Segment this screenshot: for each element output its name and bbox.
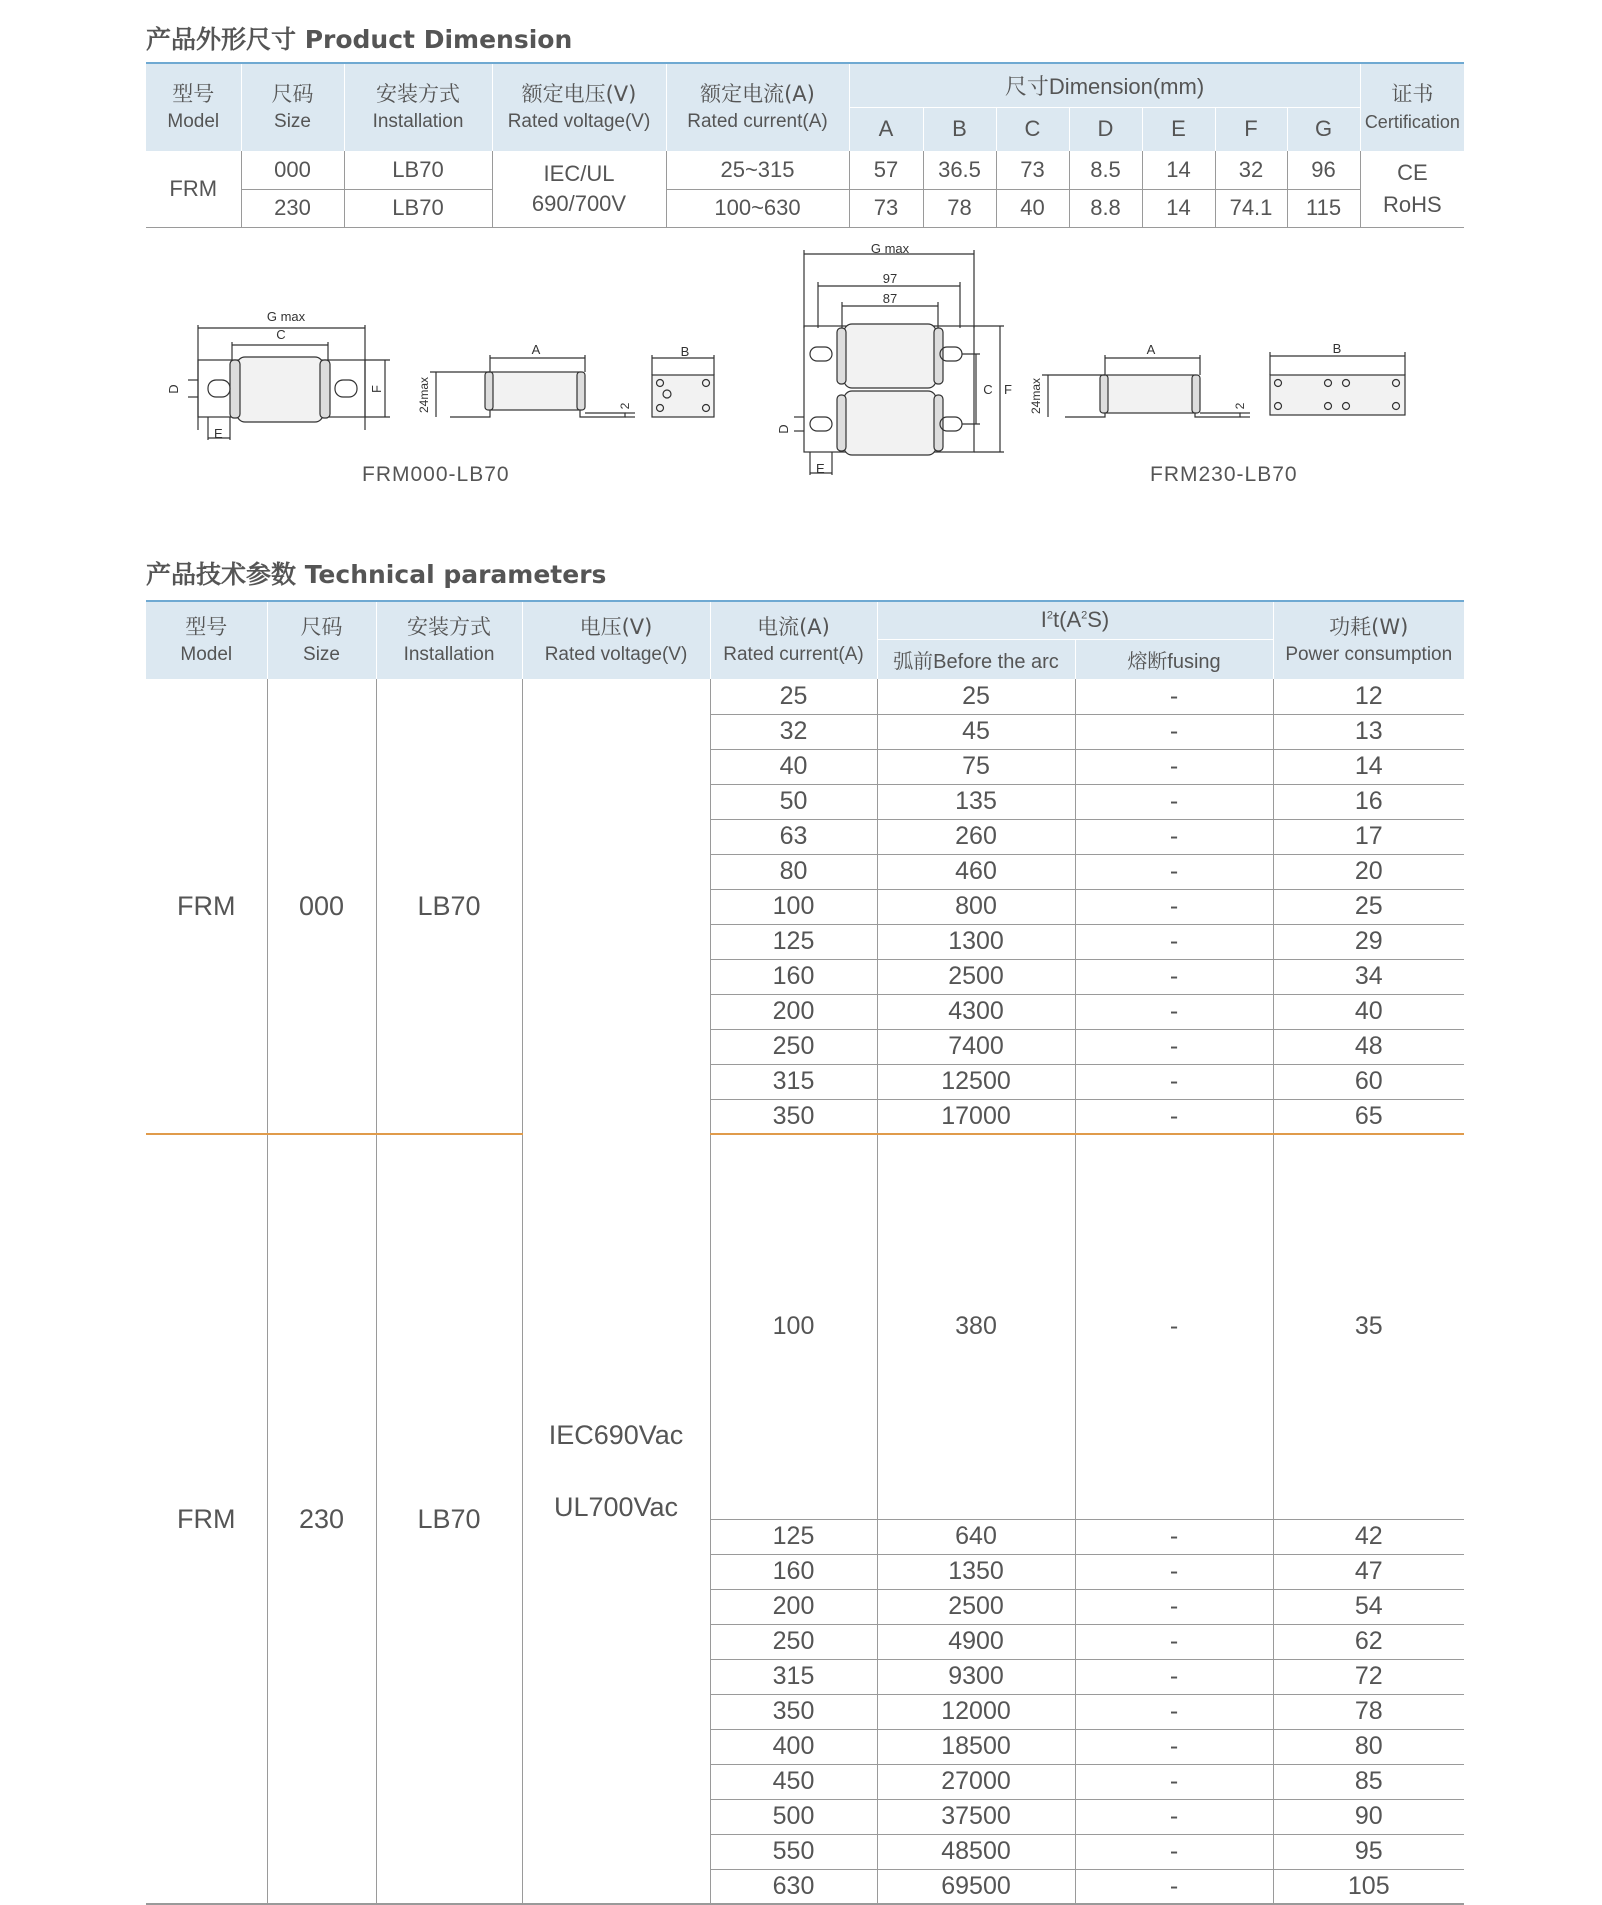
tech-fusing-cell: - <box>1075 1834 1273 1869</box>
tech-fusing-cell: - <box>1075 959 1273 994</box>
dim-e-cell: 14 <box>1142 151 1215 189</box>
tech-before-arc-cell: 2500 <box>877 1589 1075 1624</box>
dim-b-cell: 36.5 <box>923 151 996 189</box>
dim-header-model: 型号 Model <box>146 63 241 151</box>
tech-size-cell: 230 <box>267 1134 376 1904</box>
dim-c-cell: 73 <box>996 151 1069 189</box>
dim-header-size: 尺码 Size <box>241 63 344 151</box>
tech-before-arc-cell: 1350 <box>877 1554 1075 1589</box>
dim-e-cell: 14 <box>1142 189 1215 227</box>
table-row <box>146 151 1464 189</box>
technical-section-title: 产品技术参数 Technical parameters <box>146 560 607 589</box>
tech-voltage-cell: IEC690Vac UL700Vac <box>522 679 710 1904</box>
dim-header-installation: 安装方式 Installation <box>344 63 492 151</box>
tech-fusing-cell: - <box>1075 784 1273 819</box>
tech-current-cell: 315 <box>710 1064 877 1099</box>
tech-power-cell: 54 <box>1273 1589 1464 1624</box>
tech-current-cell: 400 <box>710 1729 877 1764</box>
tech-power-cell: 78 <box>1273 1694 1464 1729</box>
tech-power-cell: 62 <box>1273 1624 1464 1659</box>
tech-power-cell: 72 <box>1273 1659 1464 1694</box>
tech-before-arc-cell: 380 <box>877 1134 1075 1519</box>
dim-d-cell: 8.5 <box>1069 151 1142 189</box>
tech-fusing-cell: - <box>1075 994 1273 1029</box>
tech-power-cell: 90 <box>1273 1799 1464 1834</box>
tech-before-arc-cell: 260 <box>877 819 1075 854</box>
tech-power-cell: 60 <box>1273 1064 1464 1099</box>
frm000-caption: FRM000-LB70 <box>362 463 510 486</box>
tech-size-cell: 000 <box>267 679 376 1134</box>
dim-g-cell: 96 <box>1287 151 1360 189</box>
tech-current-cell: 315 <box>710 1659 877 1694</box>
tech-current-cell: 63 <box>710 819 877 854</box>
frm230-97-label: 97 <box>882 271 898 286</box>
tech-current-cell: 450 <box>710 1764 877 1799</box>
tech-power-cell: 17 <box>1273 819 1464 854</box>
tech-power-cell: 65 <box>1273 1099 1464 1134</box>
tech-fusing-cell: - <box>1075 714 1273 749</box>
tech-fusing-cell: - <box>1075 1764 1273 1799</box>
tech-power-cell: 13 <box>1273 714 1464 749</box>
dim-header-dimension-group: 尺寸Dimension(mm) <box>849 63 1360 107</box>
tech-before-arc-cell: 135 <box>877 784 1075 819</box>
tech-current-cell: 200 <box>710 1589 877 1624</box>
dim-col-f: F <box>1215 107 1287 151</box>
tech-before-arc-cell: 4300 <box>877 994 1075 1029</box>
tech-current-cell: 25 <box>710 679 877 714</box>
frm230-c-label: C <box>983 382 993 397</box>
frm000-gmax-label: G max <box>266 309 306 324</box>
tech-power-cell: 29 <box>1273 924 1464 959</box>
tech-fusing-cell: - <box>1075 889 1273 924</box>
dim-current-cell: 25~315 <box>666 151 849 189</box>
dim-b-cell: 78 <box>923 189 996 227</box>
dim-col-g: G <box>1287 107 1360 151</box>
tech-header-current: 电流(A) Rated current(A) <box>710 601 877 679</box>
tech-power-cell: 47 <box>1273 1554 1464 1589</box>
tech-fusing-cell: - <box>1075 1694 1273 1729</box>
frm000-drawing <box>160 300 760 460</box>
tech-fusing-cell: - <box>1075 1869 1273 1904</box>
dim-current-cell: 100~630 <box>666 189 849 227</box>
tech-power-cell: 42 <box>1273 1519 1464 1554</box>
tech-fusing-cell: - <box>1075 1799 1273 1834</box>
tech-current-cell: 50 <box>710 784 877 819</box>
frm230-f-label: F <box>1004 382 1012 397</box>
frm000-b-label: B <box>680 344 690 359</box>
frm230-d-label: D <box>776 424 791 434</box>
frm000-e-label: E <box>214 426 223 441</box>
tech-header-size: 尺码 Size <box>267 601 376 679</box>
tech-current-cell: 160 <box>710 1554 877 1589</box>
dim-size-cell: 230 <box>241 189 344 227</box>
tech-install-cell: LB70 <box>376 679 522 1134</box>
tech-current-cell: 550 <box>710 1834 877 1869</box>
frm230-gmax-label: G max <box>870 241 910 256</box>
tech-before-arc-cell: 25 <box>877 679 1075 714</box>
tech-before-arc-cell: 2500 <box>877 959 1075 994</box>
tech-current-cell: 125 <box>710 924 877 959</box>
tech-current-cell: 500 <box>710 1799 877 1834</box>
dim-col-c: C <box>996 107 1069 151</box>
dim-install-cell: LB70 <box>344 189 492 227</box>
dim-size-cell: 000 <box>241 151 344 189</box>
tech-fusing-cell: - <box>1075 1624 1273 1659</box>
frm230-24max-label: 24max <box>1029 377 1043 415</box>
tech-power-cell: 85 <box>1273 1764 1464 1799</box>
technical-table <box>146 600 1464 1905</box>
dim-header-voltage: 额定电压(V) Rated voltage(V) <box>492 63 666 151</box>
tech-before-arc-cell: 37500 <box>877 1799 1075 1834</box>
tech-before-arc-cell: 9300 <box>877 1659 1075 1694</box>
table-row <box>146 189 1464 227</box>
frm000-c-label: C <box>276 327 286 342</box>
tech-before-arc-cell: 7400 <box>877 1029 1075 1064</box>
tech-current-cell: 250 <box>710 1624 877 1659</box>
dim-col-b: B <box>923 107 996 151</box>
frm000-d-label: D <box>166 384 181 394</box>
frm000-24max-label: 24max <box>417 376 431 414</box>
dimension-table <box>146 62 1464 228</box>
frm000-2-label: 2 <box>618 402 632 410</box>
tech-fusing-cell: - <box>1075 1554 1273 1589</box>
tech-before-arc-cell: 1300 <box>877 924 1075 959</box>
tech-power-cell: 80 <box>1273 1729 1464 1764</box>
tech-fusing-cell: - <box>1075 1519 1273 1554</box>
tech-power-cell: 20 <box>1273 854 1464 889</box>
frm230-a-label: A <box>1146 342 1156 357</box>
dim-f-cell: 74.1 <box>1215 189 1287 227</box>
tech-header-voltage: 电压(V) Rated voltage(V) <box>522 601 710 679</box>
dim-model-cell: FRM <box>146 151 241 227</box>
tech-model-cell: FRM <box>146 679 267 1134</box>
tech-power-cell: 40 <box>1273 994 1464 1029</box>
tech-current-cell: 32 <box>710 714 877 749</box>
tech-current-cell: 100 <box>710 1134 877 1519</box>
tech-current-cell: 200 <box>710 994 877 1029</box>
tech-current-cell: 350 <box>710 1694 877 1729</box>
tech-header-fusing: 熔断fusing <box>1075 639 1273 679</box>
tech-before-arc-cell: 45 <box>877 714 1075 749</box>
tech-fusing-cell: - <box>1075 819 1273 854</box>
frm230-e-label: E <box>816 461 825 476</box>
tech-header-before-arc: 弧前Before the arc <box>877 639 1075 679</box>
tech-before-arc-cell: 460 <box>877 854 1075 889</box>
tech-fusing-cell: - <box>1075 1029 1273 1064</box>
tech-current-cell: 40 <box>710 749 877 784</box>
tech-before-arc-cell: 48500 <box>877 1834 1075 1869</box>
dim-a-cell: 73 <box>849 189 923 227</box>
frm230-drawing <box>776 240 1440 490</box>
tech-fusing-cell: - <box>1075 1064 1273 1099</box>
table-row <box>146 1134 1464 1519</box>
dim-cert-cell: CE RoHS <box>1360 151 1464 227</box>
tech-power-cell: 25 <box>1273 889 1464 924</box>
tech-before-arc-cell: 75 <box>877 749 1075 784</box>
tech-power-cell: 34 <box>1273 959 1464 994</box>
tech-fusing-cell: - <box>1075 749 1273 784</box>
dim-g-cell: 115 <box>1287 189 1360 227</box>
tech-before-arc-cell: 69500 <box>877 1869 1075 1904</box>
tech-model-cell: FRM <box>146 1134 267 1904</box>
tech-before-arc-cell: 12000 <box>877 1694 1075 1729</box>
tech-current-cell: 160 <box>710 959 877 994</box>
dim-voltage-cell: IEC/UL 690/700V <box>492 151 666 227</box>
tech-before-arc-cell: 4900 <box>877 1624 1075 1659</box>
tech-before-arc-cell: 17000 <box>877 1099 1075 1134</box>
tech-header-installation: 安装方式 Installation <box>376 601 522 679</box>
tech-before-arc-cell: 18500 <box>877 1729 1075 1764</box>
dim-header-certification: 证书 Certification <box>1360 63 1464 151</box>
tech-before-arc-cell: 640 <box>877 1519 1075 1554</box>
tech-current-cell: 630 <box>710 1869 877 1904</box>
tech-fusing-cell: - <box>1075 1589 1273 1624</box>
frm230-2-label: 2 <box>1233 402 1247 410</box>
frm230-caption: FRM230-LB70 <box>1150 463 1298 486</box>
tech-fusing-cell: - <box>1075 679 1273 714</box>
tech-header-model: 型号 Model <box>146 601 267 679</box>
tech-fusing-cell: - <box>1075 1134 1273 1519</box>
frm230-87-label: 87 <box>882 291 898 306</box>
tech-fusing-cell: - <box>1075 1659 1273 1694</box>
tech-fusing-cell: - <box>1075 924 1273 959</box>
tech-install-cell: LB70 <box>376 1134 522 1904</box>
tech-power-cell: 48 <box>1273 1029 1464 1064</box>
tech-power-cell: 35 <box>1273 1134 1464 1519</box>
tech-fusing-cell: - <box>1075 1729 1273 1764</box>
dim-a-cell: 57 <box>849 151 923 189</box>
dim-c-cell: 40 <box>996 189 1069 227</box>
table-row <box>146 679 1464 714</box>
tech-power-cell: 105 <box>1273 1869 1464 1904</box>
frm230-b-label: B <box>1332 341 1342 356</box>
tech-header-i2t: $I^2t(A^2S)$ <box>877 601 1273 639</box>
tech-before-arc-cell: 27000 <box>877 1764 1075 1799</box>
dim-d-cell: 8.8 <box>1069 189 1142 227</box>
tech-current-cell: 350 <box>710 1099 877 1134</box>
dim-col-e: E <box>1142 107 1215 151</box>
tech-before-arc-cell: 800 <box>877 889 1075 924</box>
dim-col-a: A <box>849 107 923 151</box>
tech-power-cell: 16 <box>1273 784 1464 819</box>
tech-current-cell: 80 <box>710 854 877 889</box>
dimension-section-title: 产品外形尺寸 Product Dimension <box>146 25 573 54</box>
tech-before-arc-cell: 12500 <box>877 1064 1075 1099</box>
tech-header-power: 功耗(W) Power consumption <box>1273 601 1464 679</box>
tech-power-cell: 12 <box>1273 679 1464 714</box>
dim-f-cell: 32 <box>1215 151 1287 189</box>
dim-col-d: D <box>1069 107 1142 151</box>
tech-current-cell: 125 <box>710 1519 877 1554</box>
frm000-f-label: F <box>369 385 384 393</box>
tech-fusing-cell: - <box>1075 1099 1273 1134</box>
tech-current-cell: 100 <box>710 889 877 924</box>
tech-fusing-cell: - <box>1075 854 1273 889</box>
tech-power-cell: 14 <box>1273 749 1464 784</box>
tech-body <box>146 679 1464 1904</box>
frm000-a-label: A <box>531 342 541 357</box>
dim-header-current: 额定电流(A) Rated current(A) <box>666 63 849 151</box>
tech-power-cell: 95 <box>1273 1834 1464 1869</box>
dim-install-cell: LB70 <box>344 151 492 189</box>
tech-current-cell: 250 <box>710 1029 877 1064</box>
